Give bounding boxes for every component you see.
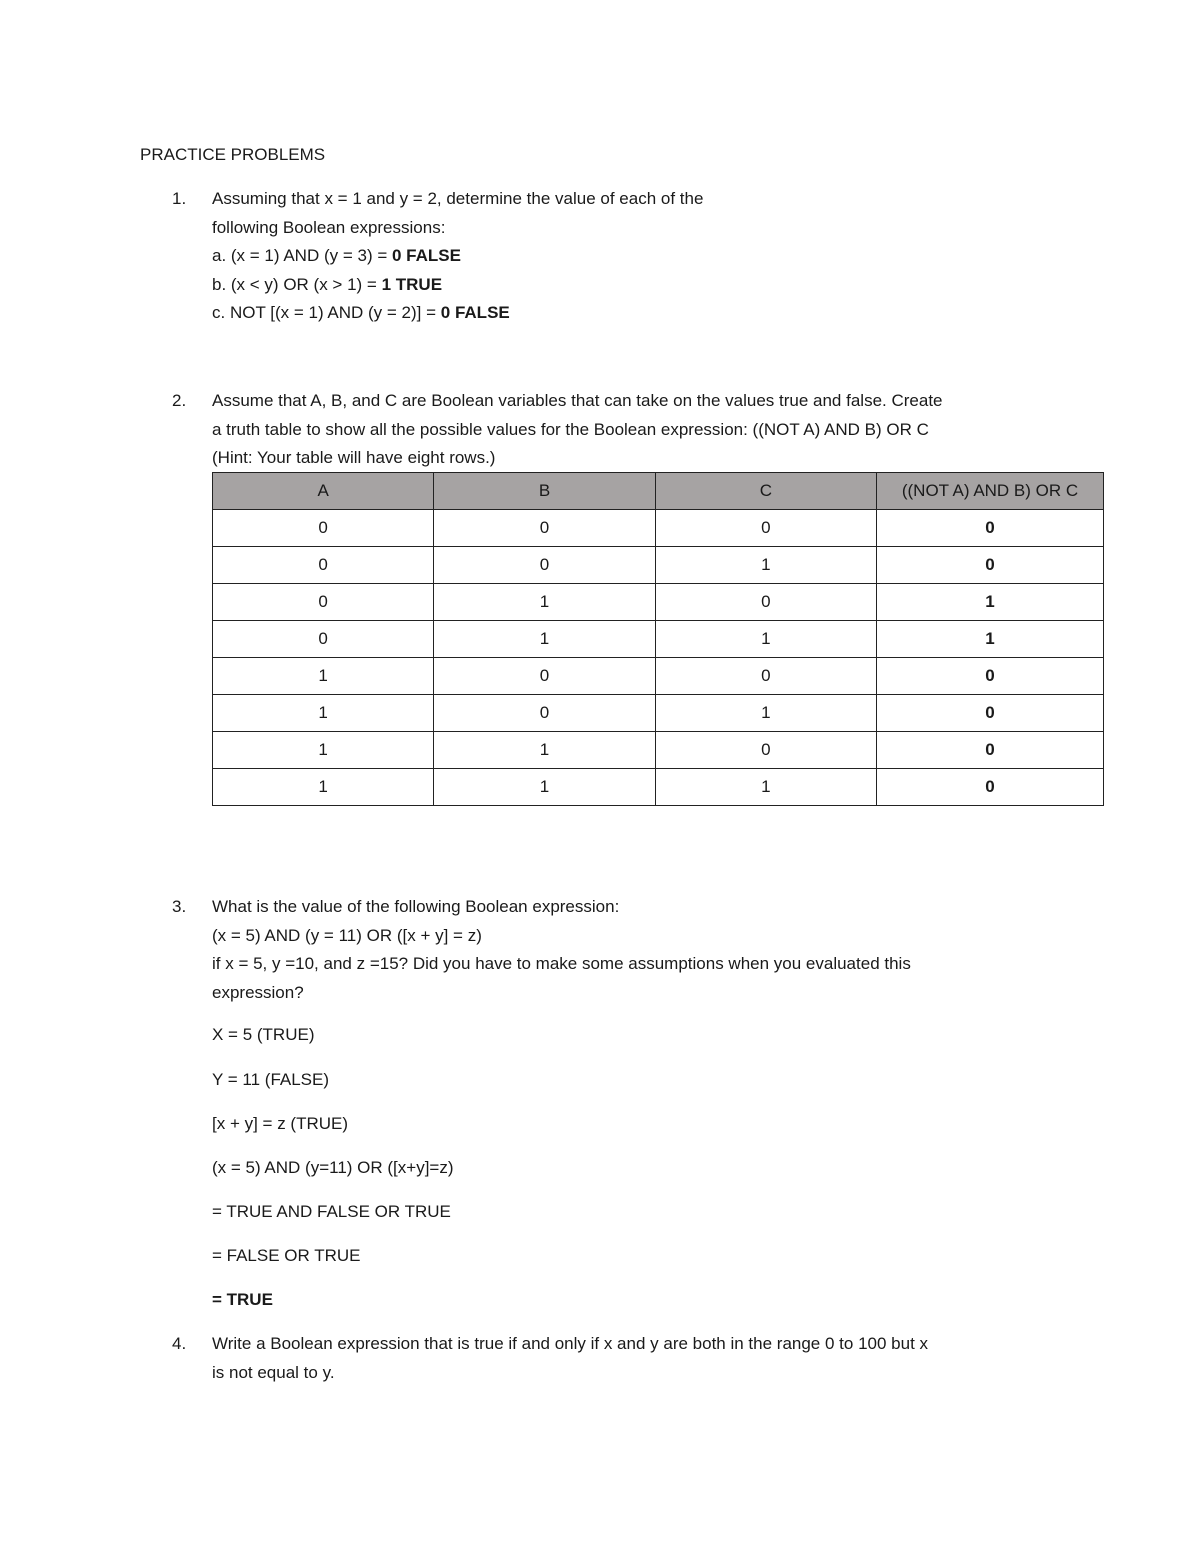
value-cell: 1: [655, 695, 876, 732]
value-cell: 1: [655, 547, 876, 584]
problem-3-line: (x = 5) AND (y = 11) OR ([x + y] = z): [212, 925, 482, 945]
problem-2: [212, 387, 943, 473]
value-cell: 0: [655, 658, 876, 695]
problem-2-line: Assume that A, B, and C are Boolean variables that can take on the values true and false. Create: [212, 391, 943, 410]
header-b: B: [434, 473, 655, 510]
work-step: = FALSE OR TRUE: [212, 1246, 361, 1265]
value-cell: 1: [213, 732, 434, 769]
value-cell: 1: [655, 621, 876, 658]
problem-4-line: Write a Boolean expression that is true if and only if x and y are both in the range 0 to 100 but x: [212, 1334, 929, 1353]
problem-1-part-a: [212, 242, 703, 271]
problem-1: [212, 185, 703, 328]
problem-1-number: 1.: [172, 189, 187, 208]
problem-4: [212, 1330, 928, 1387]
result-cell: 0: [877, 769, 1104, 806]
value-cell: 0: [655, 584, 876, 621]
problem-1-line: following Boolean expressions:: [212, 217, 446, 237]
truth-table-row: [213, 547, 1104, 584]
result-cell: 0: [877, 658, 1104, 695]
value-cell: 0: [434, 695, 655, 732]
problem-2-line: (Hint: Your table will have eight rows.): [212, 448, 496, 467]
work-step: (x = 5) AND (y=11) OR ([x+y]=z): [212, 1158, 454, 1177]
problem-2-number: 2.: [172, 391, 187, 410]
problem-4-number: 4.: [172, 1334, 187, 1353]
problem-3-line: if x = 5, y =10, and z =15? Did you have to make some assumptions when you evaluated this: [212, 954, 911, 973]
value-cell: 0: [434, 658, 655, 695]
part-expression: c. NOT [(x = 1) AND (y = 2)] =: [212, 303, 441, 322]
result-cell: 0: [877, 547, 1104, 584]
result-cell: 0: [877, 510, 1104, 547]
final-answer: = TRUE: [212, 1290, 273, 1309]
value-cell: 0: [434, 510, 655, 547]
truth-table-row: [213, 584, 1104, 621]
truth-table-row: [213, 695, 1104, 732]
value-cell: 0: [213, 547, 434, 584]
truth-table-row: [213, 658, 1104, 695]
value-cell: 1: [655, 769, 876, 806]
work-step: [x + y] = z (TRUE): [212, 1114, 349, 1133]
value-cell: 0: [655, 510, 876, 547]
result-cell: 0: [877, 732, 1104, 769]
value-cell: 0: [213, 510, 434, 547]
value-cell: 0: [213, 621, 434, 658]
header-c: C: [655, 473, 876, 510]
value-cell: 0: [434, 547, 655, 584]
problem-3: [212, 893, 911, 1007]
work-step: Y = 11 (FALSE): [212, 1070, 330, 1089]
value-cell: 1: [213, 769, 434, 806]
header-result: ((NOT A) AND B) OR C: [877, 473, 1104, 510]
truth-table-row: [213, 769, 1104, 806]
value-cell: 1: [434, 732, 655, 769]
work-step: = TRUE AND FALSE OR TRUE: [212, 1202, 451, 1221]
part-answer: 0 FALSE: [440, 303, 510, 322]
problem-4-line: is not equal to y.: [212, 1362, 335, 1382]
value-cell: 1: [213, 695, 434, 732]
header-a: A: [213, 473, 434, 510]
truth-table-row: [213, 510, 1104, 547]
result-cell: 1: [877, 621, 1104, 658]
part-expression: b. (x < y) OR (x > 1) =: [212, 274, 382, 294]
problem-3-line: What is the value of the following Boolean expression:: [212, 897, 620, 916]
problem-1-part-c: [212, 299, 703, 328]
part-expression: a. (x = 1) AND (y = 3) =: [212, 246, 392, 265]
part-answer: 1 TRUE: [381, 274, 443, 294]
truth-table-row: [213, 621, 1104, 658]
part-answer: 0 FALSE: [391, 246, 461, 265]
truth-table-header-row: [213, 473, 1104, 510]
truth-table-row: [213, 732, 1104, 769]
problem-3-line: expression?: [212, 982, 304, 1002]
value-cell: 1: [434, 584, 655, 621]
result-cell: 0: [877, 695, 1104, 732]
value-cell: 1: [213, 658, 434, 695]
value-cell: 0: [655, 732, 876, 769]
work-step: X = 5 (TRUE): [212, 1025, 315, 1044]
problem-1-line: Assuming that x = 1 and y = 2, determine the value of each of the: [212, 189, 704, 208]
value-cell: 1: [434, 769, 655, 806]
page-title: PRACTICE PROBLEMS: [140, 145, 326, 164]
value-cell: 0: [213, 584, 434, 621]
result-cell: 1: [877, 584, 1104, 621]
problem-1-part-b: [212, 271, 703, 300]
problem-2-line: a truth table to show all the possible values for the Boolean expression: ((NOT A) AND B) OR C: [212, 419, 929, 439]
problem-3-number: 3.: [172, 897, 187, 916]
truth-table: [212, 472, 1104, 806]
value-cell: 1: [434, 621, 655, 658]
